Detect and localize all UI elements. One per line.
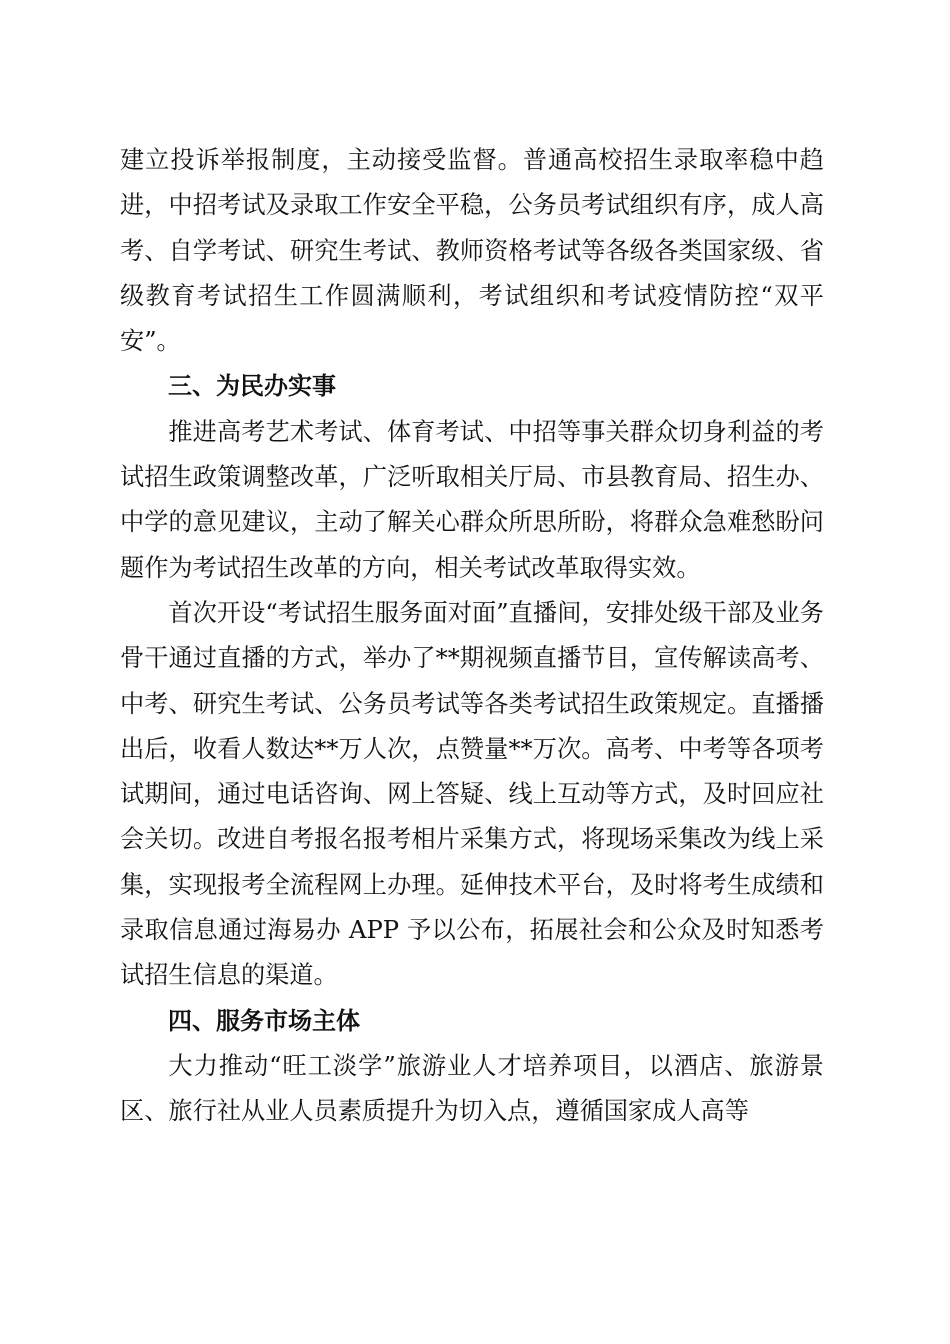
paragraph-supervision-and-exam-safety: 建立投诉举报制度，主动接受监督。普通高校招生录取率稳中趋进，中招考试及录取工作安全平稳，公务员考试组织有序，成人高考、自学考试、研究生考试、教师资格考试等各级各类国家级、省级教育考试招生工作圆满顺利，考试组织和考试疫情防控“双平安”。 [120, 146, 824, 356]
document-body [120, 138, 824, 1135]
section-heading-serve-market-entities: 四、服务市场主体 [168, 1006, 360, 1035]
paragraph-live-broadcast-service: 首次开设“考试招生服务面对面”直播间，安排处级干部及业务骨干通过直播的方式，举办了**期视频直播节目，宣传解读高考、中考、研究生考试、公务员考试等各类考试招生政策规定。直播播出后，收看人数达**万人次，点赞量**万次。高考、中考等各项考试期间，通过电话咨询、网上答疑、线上互动等方式，及时回应社会关切。改进自考报名报考相片采集方式，将现场采集改为线上采集，实现报考全流程网上办理。延伸技术平台，及时将考生成绩和录取信息通过海易办 APP 予以公布，拓展社会和公众及时知悉考试招生信息的渠道。 [120, 598, 824, 990]
paragraph-tourism-talent-program: 大力推动“旺工淡学”旅游业人才培养项目，以酒店、旅游景区、旅行社从业人员素质提升为切入点，遵循国家成人高等 [120, 1051, 824, 1126]
paragraph-exam-policy-reform: 推进高考艺术考试、体育考试、中招等事关群众切身利益的考试招生政策调整改革，广泛听取相关厅局、市县教育局、招生办、中学的意见建议，主动了解关心群众所思所盼，将群众急难愁盼问题作为考试招生改革的方向，相关考试改革取得实效。 [120, 417, 824, 582]
section-heading-serve-the-people: 三、为民办实事 [168, 372, 336, 401]
